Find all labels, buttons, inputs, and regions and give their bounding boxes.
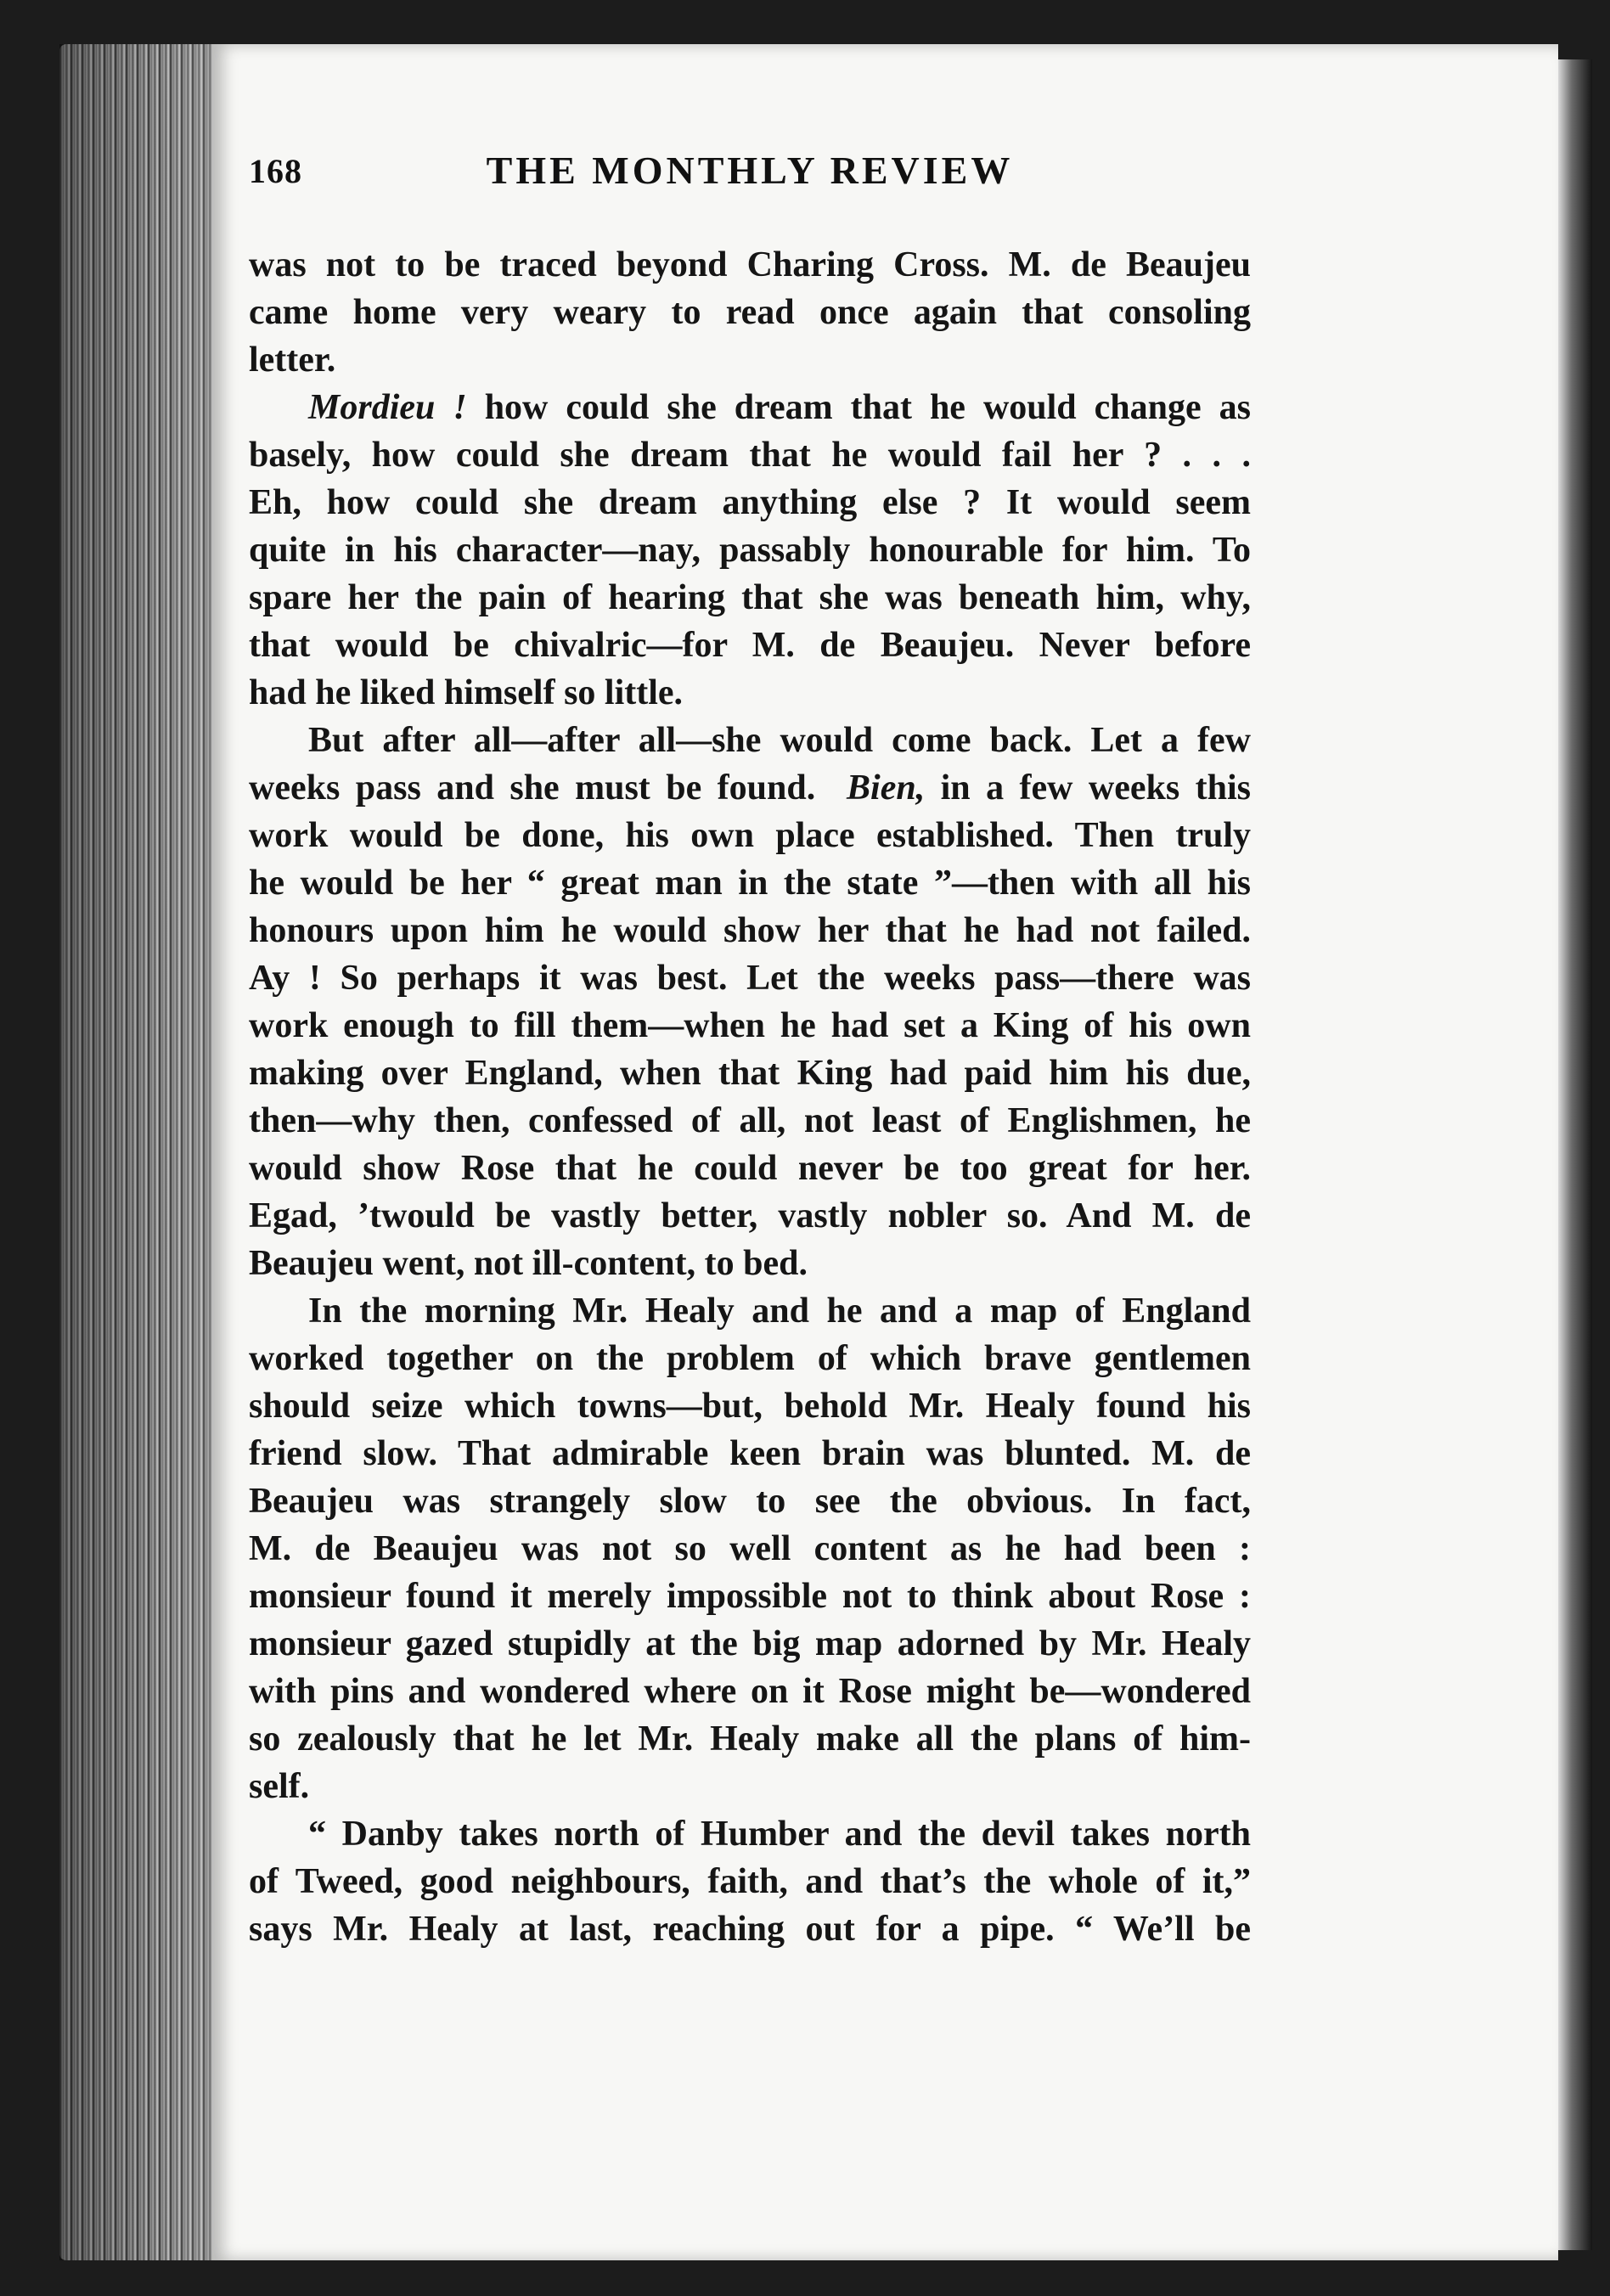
text-line: monsieur gazed stupidly at the big map adorned by Mr. Healy xyxy=(249,1624,1251,1663)
text-line: worked together on the problem of which brave gentlemen xyxy=(249,1339,1251,1378)
text-line: so zealously that he let Mr. Healy make all the plans of him- xyxy=(249,1719,1251,1759)
text-line: Beaujeu went, not ill-content, to bed. xyxy=(249,1244,808,1283)
body-text xyxy=(249,241,1251,1953)
paragraph xyxy=(249,384,1251,717)
paragraph xyxy=(249,241,1251,384)
text-line: basely, how could she dream that he would fail her ? . . . xyxy=(249,436,1251,475)
text-line-rest: how could she dream that he would change as xyxy=(466,388,1251,427)
text-line: making over England, when that King had paid him his due, xyxy=(249,1054,1251,1093)
text-line: says Mr. Healy at last, reaching out for a pipe. “ We’ll be xyxy=(249,1910,1251,1949)
text-line: came home very weary to read once again that consoling xyxy=(249,293,1251,332)
text-line: was not to be traced beyond Charing Cross. M. de Beaujeu xyxy=(249,245,1251,284)
text-line: honours upon him he would show her that he had not failed. xyxy=(249,911,1251,950)
text-line: work enough to fill them—when he had set a King of his own xyxy=(249,1006,1251,1045)
text-line: Beaujeu was strangely slow to see the obvious. In fact, xyxy=(249,1482,1251,1521)
page-number: 168 xyxy=(249,152,302,190)
book-binding-shadow xyxy=(1558,59,1592,2250)
text-line-with-italic: weeks pass and she must be found. Bien, in a few weeks this xyxy=(249,768,1251,808)
paragraph xyxy=(249,1287,1251,1810)
text-line: of Tweed, good neighbours, faith, and that’s the whole of it,” xyxy=(249,1862,1251,1901)
text-line: Ay ! So perhaps it was best. Let the weeks pass—there was xyxy=(249,959,1251,998)
text-line: would show Rose that he could never be too great for her. xyxy=(249,1149,1251,1188)
paragraph xyxy=(249,717,1251,1287)
text-line: had he liked himself so little. xyxy=(249,673,684,712)
book-page-edges xyxy=(59,44,221,2260)
text-line: Egad, ’twould be vastly better, vastly nobler so. And M. de xyxy=(249,1196,1251,1235)
text-line: In the morning Mr. Healy and he and a map of England xyxy=(308,1292,1251,1331)
text-line: that would be chivalric—for M. de Beaujeu. Never before xyxy=(249,626,1251,665)
italic-word: Mordieu ! xyxy=(308,388,467,427)
italic-word: Bien, xyxy=(847,768,926,808)
running-head: THE MONTHLY REVIEW xyxy=(486,149,1014,192)
text-line: work would be done, his own place established. Then truly xyxy=(249,816,1251,855)
text-line: then—why then, confessed of all, not least of Englishmen, he xyxy=(249,1101,1251,1140)
text-line: self. xyxy=(249,1767,310,1806)
text-line: monsieur found it merely impossible not to think about Rose : xyxy=(249,1577,1251,1616)
text-line: he would be her “ great man in the state ”—then with all his xyxy=(249,864,1251,903)
text-line: Eh, how could she dream anything else ? It would seem xyxy=(249,483,1251,522)
text-line: quite in his character—nay, passably honourable for him. To xyxy=(249,531,1251,570)
text-line: “ Danby takes north of Humber and the devil takes north xyxy=(308,1815,1251,1854)
text-line: M. de Beaujeu was not so well content as he had been : xyxy=(249,1529,1251,1568)
text-line-italic-lead xyxy=(249,384,1251,431)
text-line: spare her the pain of hearing that she was beneath him, why, xyxy=(249,578,1251,617)
text-line: with pins and wondered where on it Rose might be—wondered xyxy=(249,1672,1251,1711)
text-line: should seize which towns—but, behold Mr. Healy found his xyxy=(249,1387,1251,1426)
text-line: But after all—after all—she would come back. Let a few xyxy=(308,721,1251,760)
text-line: letter. xyxy=(249,340,336,380)
paragraph xyxy=(249,1810,1251,1953)
text-line: friend slow. That admirable keen brain was blunted. M. de xyxy=(249,1434,1251,1473)
